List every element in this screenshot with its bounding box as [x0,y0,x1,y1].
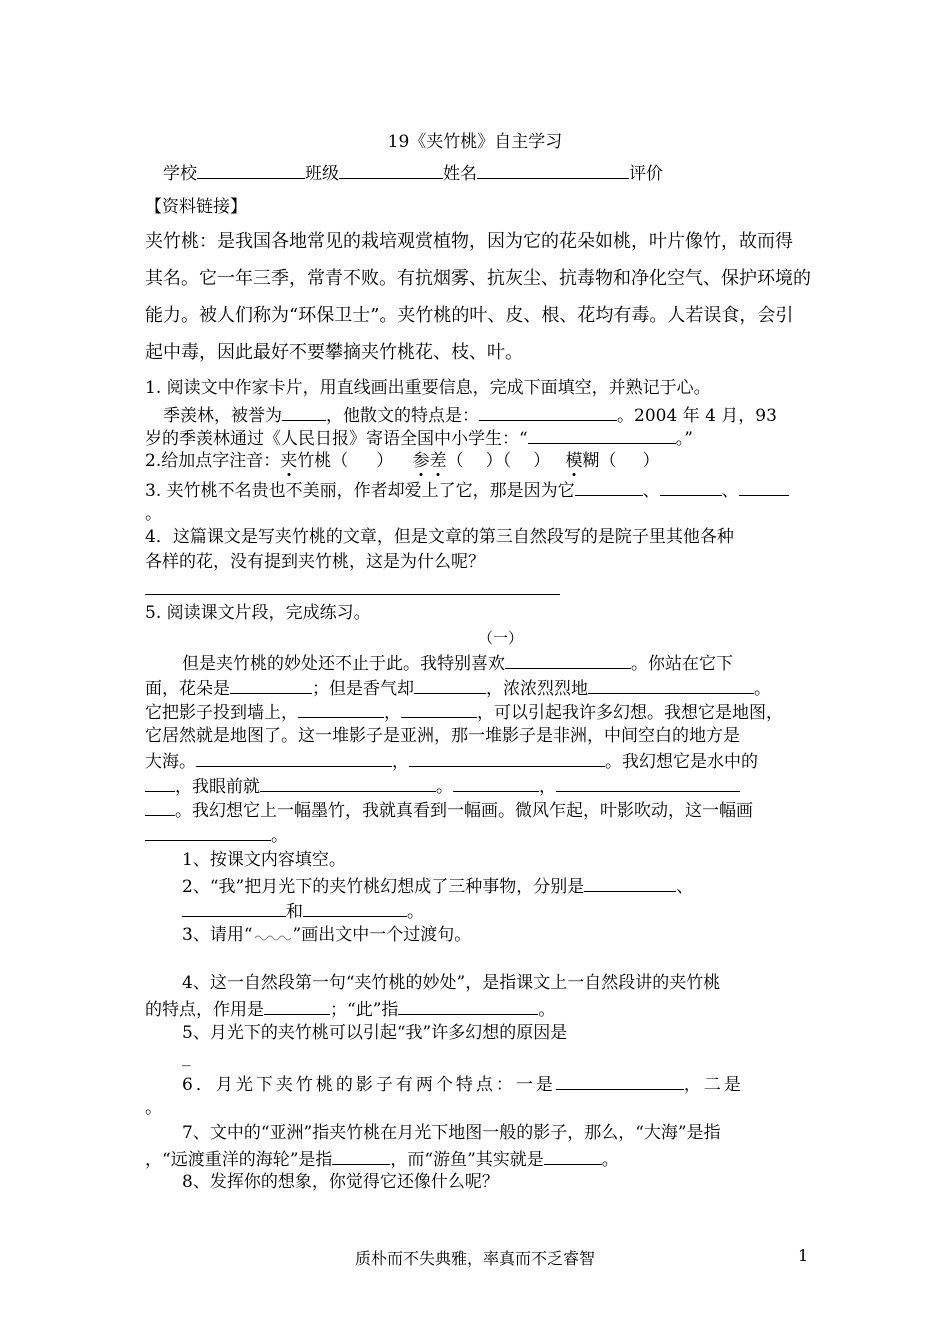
passage-text: ，可以引起我许多幻想。我想它是地图， [477,703,783,723]
sub-question-7: 7、文中的“亚洲”指夹竹桃在月光下地图一般的影子，那么，“大海”是指 [182,1123,721,1143]
sub-question-4: 4、这一自然段第一句“夹竹桃的妙处”，是指课文上一自然段讲的夹竹桃 [182,973,721,993]
q3-blank-3[interactable] [739,478,789,496]
passage-blank[interactable] [401,700,477,718]
intro-line: 夹竹桃：是我国各地常见的栽培观赏植物，因为它的花朵如桃，叶片像竹，故而得 [145,231,793,252]
sub-blank[interactable] [303,899,407,917]
rating-label: 评价 [629,164,663,184]
sub-text: 。 [538,1000,556,1020]
passage-text: 。我幻想它是水中的 [605,752,758,772]
passage-blank[interactable] [230,676,312,694]
sub-text: ，“远渡重洋的海轮”是指 [145,1150,333,1170]
header-fields [163,161,663,185]
intro-line: 起中毒，因此最好不要攀摘夹竹桃花、枝、叶。 [145,342,523,363]
passage-line [145,676,771,700]
page-footer: 质朴而不失典雅，率真而不乏睿智 [354,1249,595,1268]
passage-text: ， [392,752,409,772]
q1-blank-2[interactable] [479,403,617,421]
q3-blank-1[interactable] [575,478,643,496]
sub-text: 6．月光下夹竹桃的影子有两个特点：一是 [182,1075,556,1095]
passage-line [145,774,740,798]
intro-line: 能力。被人们称为“环保卫士”。夹竹桃的叶、皮、根、花均有毒。人若误食，会引 [145,305,794,326]
school-blank[interactable] [197,161,305,179]
q2-text: ） [642,451,660,471]
passage-blank[interactable] [588,676,754,694]
sub-blank[interactable] [264,997,330,1015]
dotted-char: 差 [429,451,447,471]
section-heading: 【资料链接】 [145,197,247,217]
q1-text: 。2004 年 4 月，93 [617,406,777,426]
q2-text: （ [446,451,464,471]
class-label: 班级 [305,164,339,184]
sub-text: 。 [601,1150,619,1170]
q4-line: 4．这篇课文是写夹竹桃的文章，但是文章的第三自然段写的是院子里其他各种 [145,527,734,547]
sub-text: ，二是 [683,1075,744,1095]
sub-text: 。 [407,902,424,922]
q3 [145,478,789,502]
intro-line: 其名。它一年三季，常青不败。有抗烟雾、抗灰尘、抗毒物和净化空气、保护环境的 [145,268,811,289]
sub-question-7-cont [145,1147,619,1171]
passage-text: ；但是香气却 [312,679,414,699]
sub-text: 和 [286,902,303,922]
passage-blank[interactable] [145,774,175,792]
passage-text: 它把影子投到墙上， [145,703,298,723]
dotted-char: 模 [565,451,583,471]
passage-text: 。 [436,777,453,797]
q3-text: 、 [721,481,739,501]
q3-blank-2[interactable] [660,478,722,496]
sub-question-6 [182,1072,744,1096]
passage-text: 面，花朵是 [145,679,230,699]
q1-blank-3[interactable] [528,426,676,444]
page-title: 19《夹竹桃》自主学习 [387,132,563,152]
passage-blank[interactable] [414,676,486,694]
passage-line [145,798,753,822]
sub-text: 的特点，作用是 [145,1000,264,1020]
q2-text: 糊（ [582,451,617,471]
passage-text: ，我眼前就 [175,777,260,797]
q1-fill-2 [145,426,693,450]
q3-text: 3. 夹竹桃不名贵也不美丽，作者却爱上了它，那是因为它 [145,481,575,501]
passage-line [145,823,288,847]
passage-blank[interactable] [409,749,605,767]
q5-heading: 5. 阅读课文片段，完成练习。 [145,603,371,623]
q5-part: （一） [478,629,524,647]
class-blank[interactable] [339,161,443,179]
passage-blank[interactable] [145,798,175,816]
passage-text: 。 [271,826,288,846]
sub-question-4-cont [145,997,555,1021]
passage-blank[interactable] [260,774,436,792]
sub-text: 2、“我”把月光下的夹竹桃幻想成了三种事物，分别是 [182,877,585,897]
passage-text: 。我幻想它上一幅墨竹，我就真看到一幅画。微风乍起，叶影吹动，这一幅画 [175,801,753,821]
sub-text: 、 [676,877,694,897]
q4-answer-line[interactable] [145,594,560,595]
q1-fill [163,403,777,427]
sub-text: ，而“游鱼”其实就是 [390,1150,544,1170]
sub-question-3 [182,924,471,946]
q2-pinyin [145,450,660,472]
name-label: 姓名 [443,164,477,184]
sub-question-8: 8、发挥你的想象，你觉得它还像什么呢？ [182,1172,499,1192]
page-number: 1 [798,1246,809,1265]
passage-blank[interactable] [556,774,740,792]
school-label: 学校 [163,164,197,184]
q1-text: 季羡林，被誉为 [163,406,282,426]
passage-blank[interactable] [298,700,384,718]
q2-text: 竹桃（ [297,451,349,471]
dotted-char: 参 [412,451,430,471]
sub-blank[interactable] [398,997,538,1015]
passage-text: 但是夹竹桃的妙处还不止于此。我特别喜欢 [182,654,505,674]
name-blank[interactable] [477,161,629,179]
sub-text: ”画出文中一个过渡句。 [292,925,472,945]
passage-blank[interactable] [196,749,392,767]
q4-line: 各样的花，没有提到夹竹桃，这是为什么呢？ [145,552,485,572]
passage-text: ， [384,703,401,723]
sub-question-2 [182,874,693,898]
passage-text: ， [539,777,556,797]
q2-text: 2.给加点字注音： [145,451,281,471]
q2-text: ） [533,451,551,471]
sub-question-5-blank[interactable]: _ [182,1047,191,1067]
q1-blank-1[interactable] [282,403,326,421]
passage-text: ，浓浓烈烈地 [486,679,588,699]
sub-blank[interactable] [584,874,676,892]
dotted-char: 夹 [280,451,298,471]
q3-end: 。 [145,504,162,524]
sub-blank[interactable] [332,1147,390,1165]
sub-blank[interactable] [544,1147,602,1165]
q2-text: ） [376,451,394,471]
q1-instruction: 1. 阅读文中作家卡片，用直线画出重要信息，完成下面填空，并熟记于心。 [145,378,711,398]
q1-text: ，他散文的特点是： [326,406,479,426]
q3-text: 、 [642,481,660,501]
passage-blank[interactable] [453,774,539,792]
passage-blank[interactable] [505,651,631,669]
sub-text: 3、请用“ [182,925,253,945]
sub-question-2-cont [182,899,424,923]
passage-line [182,651,733,675]
passage-line: 它居然就是地图了。这一堆影子是亚洲，那一堆影子是非洲，中间空白的地方是 [145,726,740,746]
sub-blank[interactable] [182,899,286,917]
sub-question-5: 5、月光下的夹竹桃可以引起“我”许多幻想的原因是 [182,1023,568,1043]
sub-question-6-end: 。 [145,1098,162,1118]
passage-line [145,700,783,724]
passage-text: 大海。 [145,752,196,772]
q1-text: 岁的季羡林通过《人民日报》寄语全国中小学生：“ [145,429,528,449]
q2-text: ）（ [485,451,512,471]
passage-blank[interactable] [145,823,271,841]
sub-text: ；“此”指 [330,1000,399,1020]
sub-question-1: 1、按课文内容填空。 [182,850,346,870]
sub-blank[interactable] [556,1072,684,1090]
passage-text: 。 [754,679,771,699]
q1-text: 。” [675,429,693,449]
passage-line [145,749,758,773]
wavy-underline-icon [253,931,293,941]
passage-text: 。你站在它下 [631,654,733,674]
